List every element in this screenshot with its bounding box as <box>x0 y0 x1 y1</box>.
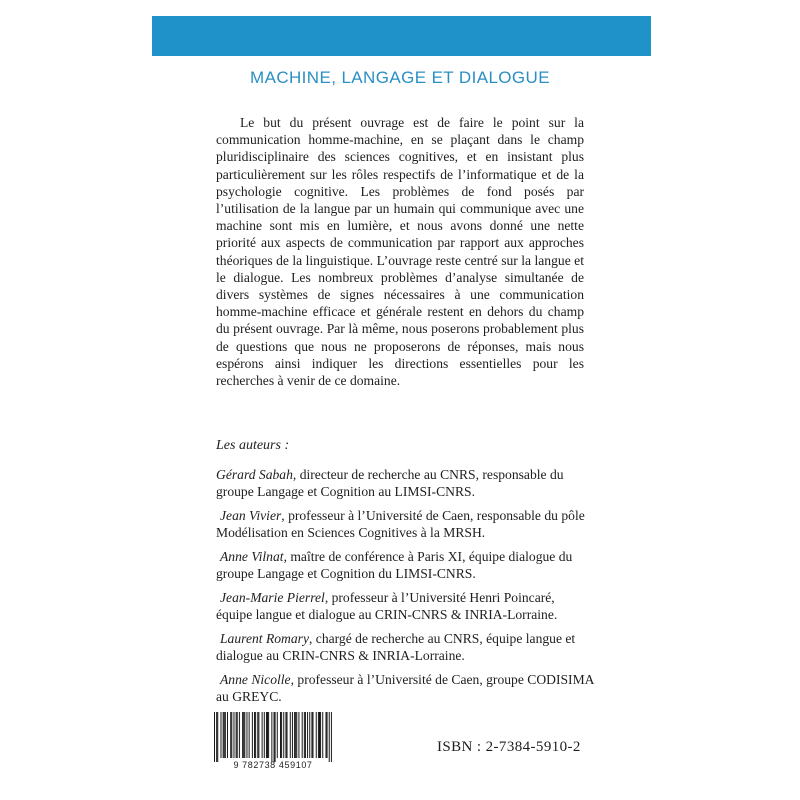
author-description: , professeur à l’Université de Caen, responsable du pôle Modélisation en Sciences Cognitives à la MRSH. <box>216 508 585 541</box>
barcode-bar <box>221 712 222 758</box>
author-entry <box>216 548 594 583</box>
barcode-bar <box>243 712 244 758</box>
barcode-bar <box>316 712 317 758</box>
author-description: , directeur de recherche au CNRS, responsable du groupe Langage et Cognition au LIMSI-CNRS. <box>216 467 564 500</box>
barcode-bar <box>280 712 281 758</box>
author-entry <box>216 589 594 624</box>
barcode-bar <box>237 712 238 758</box>
barcode-bar <box>305 712 306 758</box>
author-description: , professeur à l’Université de Caen, groupe CODISIMA au GREYC. <box>216 672 594 705</box>
author-description: , maître de conférence à Paris XI, équipe dialogue du groupe Langage et Cognition du LIMSI-CNRS. <box>216 549 573 582</box>
barcode-bar <box>254 712 255 758</box>
barcode-bar <box>231 712 232 758</box>
barcode-bar <box>311 712 312 758</box>
author-name: Anne Vilnat <box>220 549 284 564</box>
barcode-bar <box>290 712 291 758</box>
barcode-bar <box>294 712 295 758</box>
barcode-bar <box>266 712 267 758</box>
author-entry <box>216 507 594 542</box>
book-title: MACHINE, LANGAGE ET DIALOGUE <box>250 68 550 87</box>
barcode-bar <box>217 712 218 762</box>
barcode-bar <box>326 712 327 758</box>
author-name: Jean-Marie Pierrel <box>220 590 325 605</box>
author-name: Jean Vivier <box>220 508 282 523</box>
barcode-bar <box>307 712 308 758</box>
barcode-bar <box>236 712 237 758</box>
barcode-bar <box>309 712 310 758</box>
author-name: Anne Nicolle <box>220 672 291 687</box>
author-entry <box>216 466 594 501</box>
barcode-bar <box>244 712 245 758</box>
barcode-bar <box>274 712 275 762</box>
barcode-bar <box>252 712 253 758</box>
author-description: , chargé de recherche au CNRS, équipe langue et dialogue au CRIN-CNRS & INRIA-Lorraine. <box>216 631 576 664</box>
barcode-bar <box>318 712 319 758</box>
barcode-bar <box>296 712 297 758</box>
barcode-bar <box>298 712 299 758</box>
author-name: Gérard Sabah <box>216 467 293 482</box>
barcode-bar <box>267 712 268 758</box>
authors-heading: Les auteurs : <box>216 438 290 453</box>
barcode-bar <box>287 712 288 758</box>
barcode-bar <box>327 712 328 758</box>
barcode-bar <box>225 712 226 758</box>
book-abstract: Le but du présent ouvrage est de faire le point sur la communication homme-machine, en se plaçant dans le champ pluridisciplinaire des sciences cognitives, et en insistant plus particulièrement sur les rôles respectifs de l’informatique et de la psychologie cognitive. Les problèmes de fond posés par l’utilisation de la langue par un humain qui communique avec une machine sont mis en lumière, et nous avons donné une nette priorité aux aspects de communication par rapport aux approches théoriques de la linguistique. L’ouvrage reste centré sur la langue et le dialogue. Les nombreux problèmes d’analyse simultanée de divers systèmes de signes nécessaires à une communication homme-machine efficace et générale restent en dehors du champ du présent ouvrage. Par là même, nous poserons probablement plus de questions que nous ne proposerons de réponses, mais nous espérons ainsi indiquer les directions essentielles pour les recherches à venir de ce domaine. <box>216 115 584 389</box>
barcode-image <box>214 712 332 762</box>
barcode-bar <box>329 712 330 762</box>
barcode-bar <box>302 712 303 758</box>
barcode-bar <box>304 712 305 758</box>
barcode-bar <box>313 712 314 758</box>
author-name: Laurent Romary <box>220 631 309 646</box>
top-color-band <box>152 16 651 56</box>
barcode-bar <box>275 712 276 762</box>
isbn-number: ISBN : 2-7384-5910-2 <box>437 739 581 755</box>
barcode-bar <box>255 712 256 758</box>
author-entry <box>216 630 594 665</box>
barcode-bar <box>295 712 296 758</box>
barcode-bar <box>214 712 215 762</box>
barcode-bar <box>249 712 250 758</box>
barcode-bar <box>230 712 231 758</box>
barcode-bar <box>224 712 225 758</box>
barcode-bar <box>216 712 217 762</box>
barcode-bar <box>322 712 323 758</box>
barcode-bar <box>319 712 320 758</box>
barcode-bar <box>257 712 258 758</box>
barcode-bar <box>277 712 278 758</box>
barcode-bar <box>264 712 265 758</box>
barcode-bar <box>331 712 332 762</box>
author-description: , professeur à l’Université Henri Poincaré, équipe langue et dialogue au CRIN-CNRS & INRIA-Lorraine. <box>216 590 558 623</box>
barcode-bar <box>227 712 228 758</box>
barcode-bar <box>292 712 293 758</box>
barcode-bar <box>242 712 243 758</box>
barcode-digits: 9 782738 459107 <box>233 760 313 770</box>
barcode-bar <box>271 712 272 762</box>
barcode-bar <box>246 712 247 758</box>
barcode-bar <box>223 712 224 758</box>
barcode-bar <box>283 712 284 758</box>
barcode-bar <box>233 712 234 758</box>
barcode-bar <box>262 712 263 758</box>
barcode-bar <box>258 712 259 758</box>
barcode-bar <box>285 712 286 758</box>
barcode-bar <box>239 712 240 758</box>
barcode-bar <box>281 712 282 758</box>
barcode-bar <box>268 712 269 758</box>
author-entry <box>216 671 594 706</box>
barcode-bar <box>320 712 321 758</box>
